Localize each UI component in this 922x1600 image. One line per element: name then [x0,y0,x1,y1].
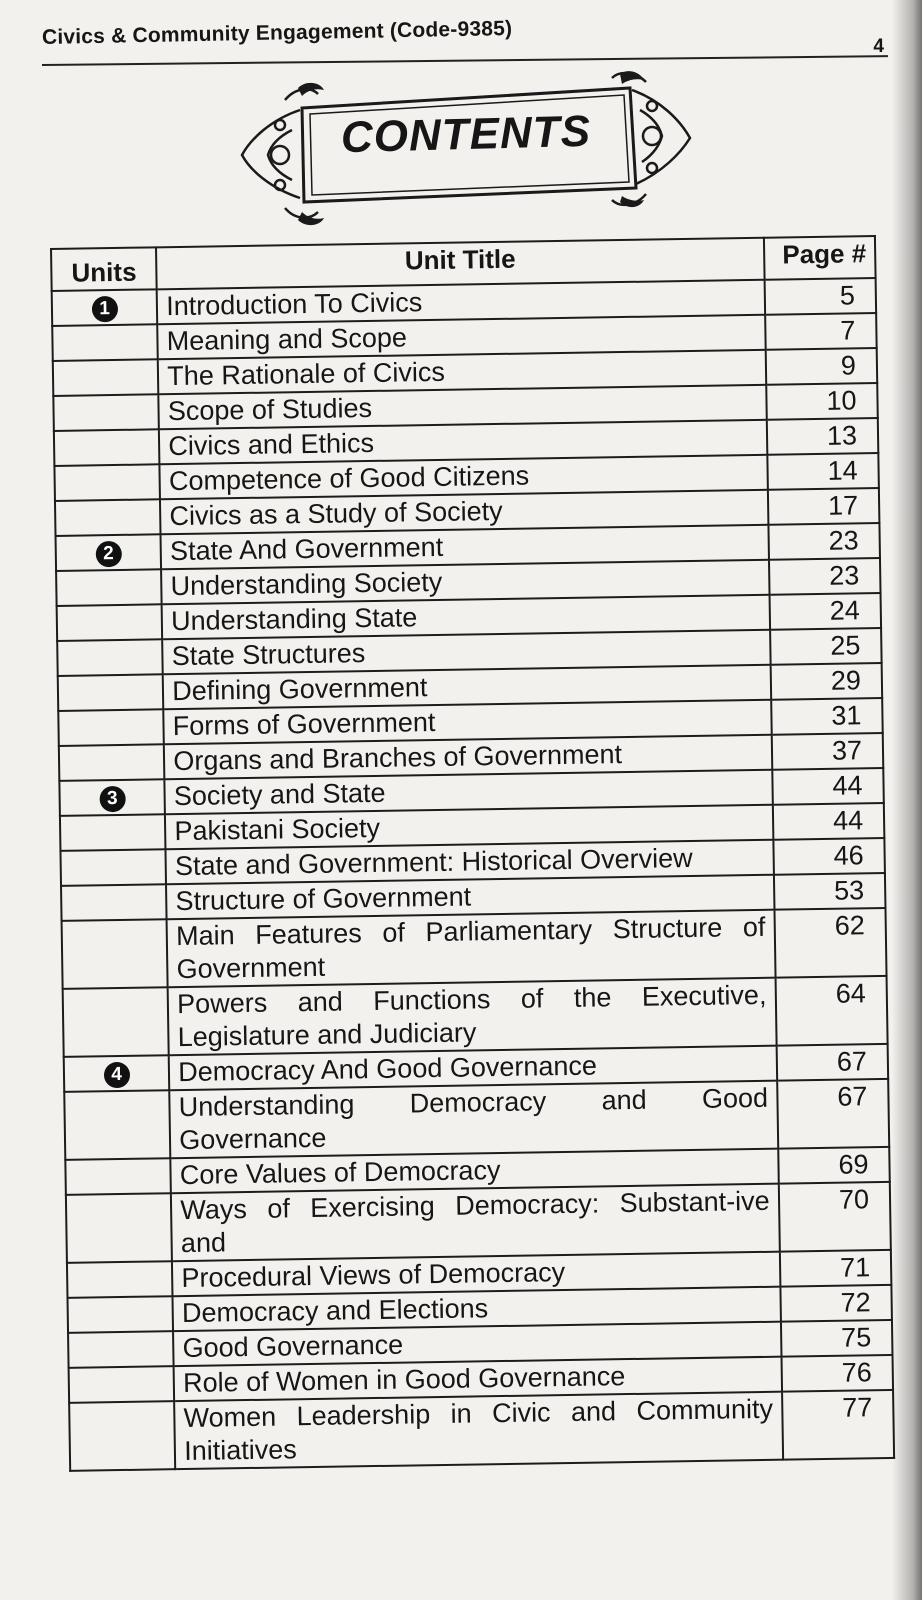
unit-title-cell: Democracy And Good Governance [169,1046,777,1091]
unit-cell [64,1090,170,1160]
table-row [66,1182,891,1263]
unit-title-cell: Core Values of Democracy [171,1149,779,1194]
unit-cell [55,499,161,536]
page-number-cell: 23 [768,523,880,560]
page-number-cell: 75 [781,1320,893,1357]
unit-title-cell: State and Government: Historical Overview [166,840,774,885]
unit-title-cell: Defining Government [163,665,771,710]
unit-cell [67,1261,173,1298]
unit-title-cell: Women Leadership in Civic and Community Initiatives [174,1392,782,1470]
unit-cell [65,1158,171,1195]
page-number-cell: 7 [765,313,877,350]
unit-title-cell: Understanding Democracy and Good Governance [170,1081,778,1159]
unit-title-cell: Scope of Studies [159,385,767,430]
page-number-cell: 5 [764,278,876,315]
page-number-cell: 69 [778,1147,890,1184]
unit-cell [66,1193,172,1263]
unit-cell [60,814,166,851]
unit-number-badge: 4 [103,1062,129,1088]
page-number-cell: 44 [772,768,884,805]
unit-cell [69,1401,175,1471]
unit-cell [58,674,164,711]
page-number-cell: 44 [772,803,884,840]
unit-number-badge: 2 [95,541,121,567]
page-number-cell: 14 [767,453,879,490]
page-number-cell: 29 [770,663,882,700]
unit-cell [52,289,158,326]
unit-cell [67,1296,173,1333]
unit-title-cell: Powers and Functions of the Executive, Legislature and Judiciary [168,978,776,1056]
unit-title-cell: The Rationale of Civics [158,350,766,395]
page-number-cell: 53 [774,873,886,910]
page-number-cell: 70 [778,1182,890,1252]
unit-title-cell: Competence of Good Citizens [160,455,768,500]
page-number-cell: 62 [774,908,886,978]
table-row [62,908,887,989]
header-rule [42,55,888,66]
unit-cell [56,534,162,571]
page-number-cell: 46 [773,838,885,875]
unit-title-cell: Civics and Ethics [159,420,767,465]
unit-cell [54,464,160,501]
unit-title-cell: Pakistani Society [165,805,773,850]
unit-cell [64,1055,170,1092]
unit-title-cell: Democracy and Elections [173,1287,781,1332]
unit-cell [62,919,168,989]
unit-cell [68,1331,174,1368]
contents-table-body [52,278,894,1471]
contents-heading: CONTENTS [340,106,592,163]
unit-cell [53,394,159,431]
unit-title-cell: Meaning and Scope [157,315,765,360]
page-number-cell: 10 [766,383,878,420]
page-number: 4 [873,36,884,57]
unit-cell [60,849,166,886]
unit-number-badge: 1 [91,296,117,322]
page-column-header: Page # [764,236,876,280]
contents-banner [240,70,692,230]
unit-title-cell: Forms of Government [164,700,772,745]
page-number-cell: 72 [780,1285,892,1322]
unit-title-cell: Society and State [165,770,773,815]
unit-title-cell: Ways of Exercising Democracy: Substant-ive and [171,1184,779,1262]
page-number-cell: 71 [779,1250,891,1287]
unit-number-badge: 3 [99,786,125,812]
unit-title-cell: Understanding State [162,595,770,640]
unit-cell [63,987,169,1057]
unit-cell [54,429,160,466]
unit-cell [58,709,164,746]
unit-title-column-header: Unit Title [156,238,764,290]
book-title: Civics & Community Engagement (Code-9385) [41,16,513,49]
unit-cell [52,324,158,361]
page-number-cell: 9 [765,348,877,385]
unit-cell [61,884,167,921]
page-number-cell: 64 [775,976,887,1046]
page-number-cell: 77 [782,1390,894,1460]
unit-cell [57,639,163,676]
unit-cell [53,359,159,396]
unit-title-cell: State And Government [161,525,769,570]
unit-title-cell: Good Governance [173,1322,781,1367]
table-row [69,1390,894,1471]
page-number-cell: 24 [769,593,881,630]
table-row [63,976,888,1057]
units-column-header: Units [51,247,157,291]
unit-cell [56,569,162,606]
unit-title-cell: Main Features of Parliamentary Structure of Government [167,910,775,988]
page-number-cell: 13 [766,418,878,455]
unit-cell [59,744,165,781]
page-number-cell: 67 [776,1044,888,1081]
unit-cell [69,1366,175,1403]
unit-cell [59,779,165,816]
page-number-cell: 37 [771,733,883,770]
contents-table [50,235,895,1472]
unit-title-cell: Procedural Views of Democracy [172,1252,780,1297]
unit-title-cell: State Structures [162,630,770,675]
page-edge-shadow [892,0,922,1600]
unit-title-cell: Organs and Branches of Government [164,735,772,780]
page-number-cell: 31 [771,698,883,735]
page-number-cell: 25 [770,628,882,665]
unit-title-cell: Introduction To Civics [157,280,765,325]
unit-title-cell: Civics as a Study of Society [160,490,768,535]
page-number-cell: 23 [769,558,881,595]
unit-title-cell: Role of Women in Good Governance [174,1357,782,1402]
page-number-cell: 17 [768,488,880,525]
unit-cell [57,604,163,641]
table-row [64,1079,889,1160]
page-number-cell: 76 [781,1355,893,1392]
unit-title-cell: Understanding Society [161,560,769,605]
page-number-cell: 67 [777,1079,889,1149]
unit-title-cell: Structure of Government [166,875,774,920]
page-header [42,8,888,68]
